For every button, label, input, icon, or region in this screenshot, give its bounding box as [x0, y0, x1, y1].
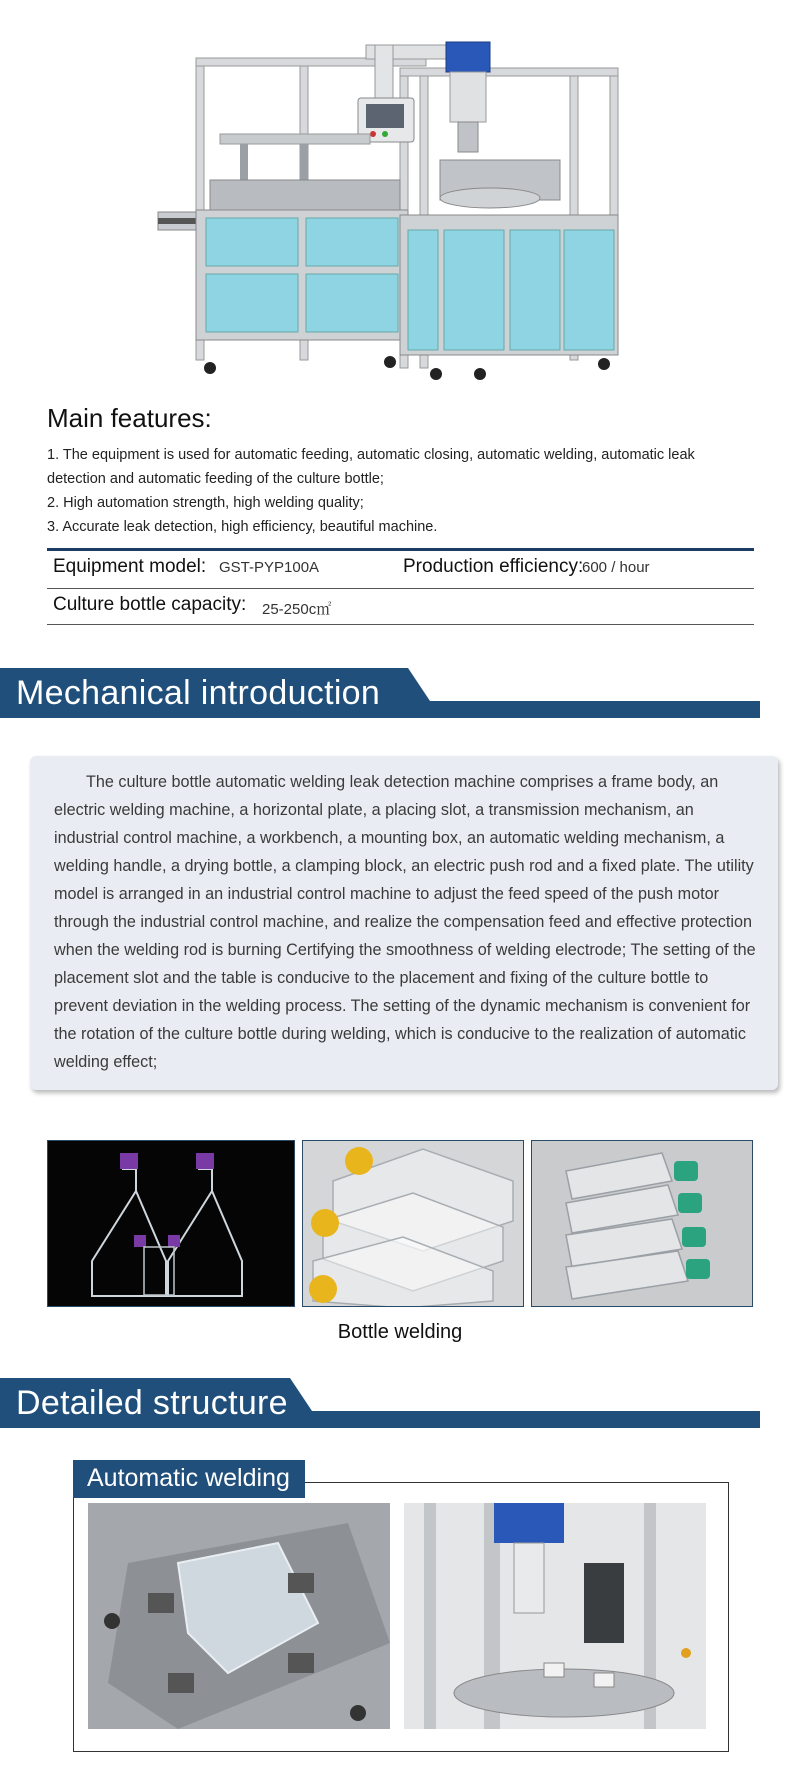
- bottle-photo-3: [531, 1140, 753, 1307]
- intro-text: The culture bottle automatic welding leak detection machine comprises a frame body, an electric welding machine, a horizontal plate, a placing slot, a transmission mechanism, an industrial control machine, a workbench, a mounting box, an automatic welding mechanism, a welding handle, a drying bottle, a clamping block, an electric push rod and a fixed plate. The utility model is arranged in an industrial control machine to adjust the feed speed of the push motor through the industrial control machine, and realize the compensation feed and effective protection when the welding rod is burning Certifying the smoothness of welding electrode; The setting of the placement slot and the table is conducive to the placement and fixing of the culture bottle to prevent deviation in the welding process. The setting of the dynamic mechanism is convenient for the rotation of the culture bottle during welding, which is conducive to the realization of automatic welding effect;: [54, 773, 756, 1071]
- mechanical-section-title: Mechanical introduction: [16, 674, 381, 712]
- welding-station-image: [404, 1503, 706, 1729]
- culture-bottle-image: [48, 1141, 295, 1307]
- mechanical-section-header: [0, 668, 760, 724]
- intro-card: [30, 756, 778, 1090]
- detailed-section-header: [0, 1378, 760, 1434]
- culture-bottle-image: [303, 1141, 524, 1307]
- spec-bottom-rule: [47, 624, 754, 625]
- capacity-value: 25-250c㎡: [262, 601, 332, 618]
- feature-item: 3. Accurate leak detection, high efficiency, beautiful machine.: [47, 519, 438, 535]
- bottle-photo-2: [302, 1140, 524, 1307]
- model-label: Equipment model:: [53, 556, 207, 577]
- machine-photo: [150, 40, 630, 390]
- welding-machine-image: [150, 40, 630, 390]
- station-photo: [404, 1503, 706, 1729]
- features-list: [47, 443, 752, 539]
- detailed-section-title: Detailed structure: [16, 1384, 288, 1422]
- culture-bottle-image: [532, 1141, 753, 1307]
- capacity-label: Culture bottle capacity:: [53, 594, 247, 615]
- detail-tag: [73, 1460, 305, 1498]
- gallery-caption: Bottle welding: [337, 1321, 463, 1343]
- fixture-photo: [88, 1503, 390, 1729]
- spec-top-rule: [47, 548, 754, 551]
- efficiency-value: 600 / hour: [582, 559, 650, 576]
- spec-table: [47, 548, 754, 626]
- feature-item: 1. The equipment is used for automatic feeding, automatic closing, automatic welding, automatic leak detection and automatic feeding of the culture bottle;: [47, 447, 695, 487]
- model-value: GST-PYP100A: [219, 559, 320, 576]
- efficiency-label: Production efficiency:: [403, 556, 584, 577]
- features-title: Main features:: [47, 403, 212, 433]
- detail-tag-label: Automatic welding: [87, 1464, 290, 1492]
- bottle-photo-1: [47, 1140, 295, 1307]
- detail-box: [73, 1482, 729, 1752]
- spec-divider: [47, 588, 754, 589]
- welding-fixture-image: [88, 1503, 390, 1729]
- feature-item: 2. High automation strength, high welding quality;: [47, 495, 364, 511]
